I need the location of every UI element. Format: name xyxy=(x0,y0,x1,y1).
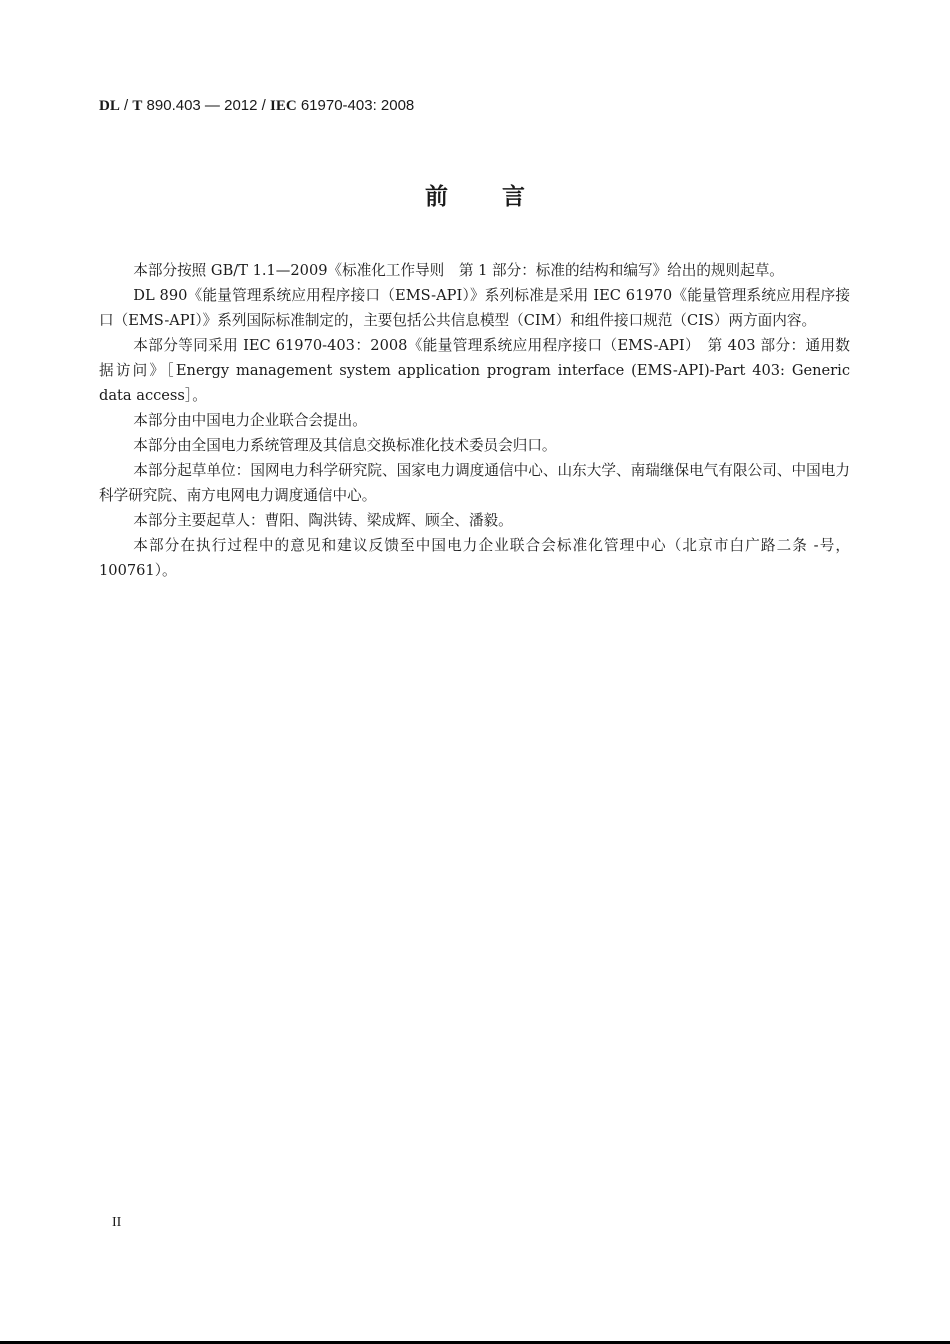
page-title: 前言 xyxy=(425,184,579,210)
header-iec: IEC xyxy=(269,98,297,114)
standard-number-header xyxy=(99,97,414,115)
paragraph-7: 本部分主要起草人：曹阳、陶洪铸、梁成辉、顾全、潘毅。 xyxy=(133,512,513,529)
paragraph-8: 本部分在执行过程中的意见和建议反馈至中国电力企业联合会标准化管理中心（北京市白广路二条 -号，100761）。 xyxy=(99,537,850,579)
paragraph-4: 本部分由中国电力企业联合会提出。 xyxy=(133,412,367,429)
paragraph-6: 本部分起草单位：国网电力科学研究院、国家电力调度通信中心、山东大学、南瑞继保电气有限公司、中国电力科学研究院、南方电网电力调度通信中心。 xyxy=(99,462,850,504)
header-slash: / xyxy=(119,97,133,114)
foreword-body xyxy=(99,258,850,583)
paragraph-3: 本部分等同采用 IEC 61970-403：2008《能量管理系统应用程序接口（EMS-API） 第 403 部分：通用数据访问》［Energy management system application program interface (EMS-API)-Part 403: Generic data access］。 xyxy=(99,337,850,404)
page-number: II xyxy=(112,1215,122,1230)
header-dl: DL xyxy=(99,98,120,114)
header-t: T xyxy=(132,98,143,114)
paragraph-2: DL 890《能量管理系统应用程序接口（EMS-API）》系列标准是采用 IEC 61970《能量管理系统应用程序接口（EMS-API）》系列国际标准制定的，主要包括公共信息模型（CIM）和组件接口规范（CIS）两方面内容。 xyxy=(99,287,850,329)
header-iec-number: 61970-403: 2008 xyxy=(296,97,415,114)
header-number: 890.403 — 2012 / xyxy=(142,97,270,114)
paragraph-5: 本部分由全国电力系统管理及其信息交换标准化技术委员会归口。 xyxy=(133,437,557,454)
paragraph-1: 本部分按照 GB/T 1.1—2009《标准化工作导则 第 1 部分：标准的结构和编写》给出的规则起草。 xyxy=(133,262,784,279)
